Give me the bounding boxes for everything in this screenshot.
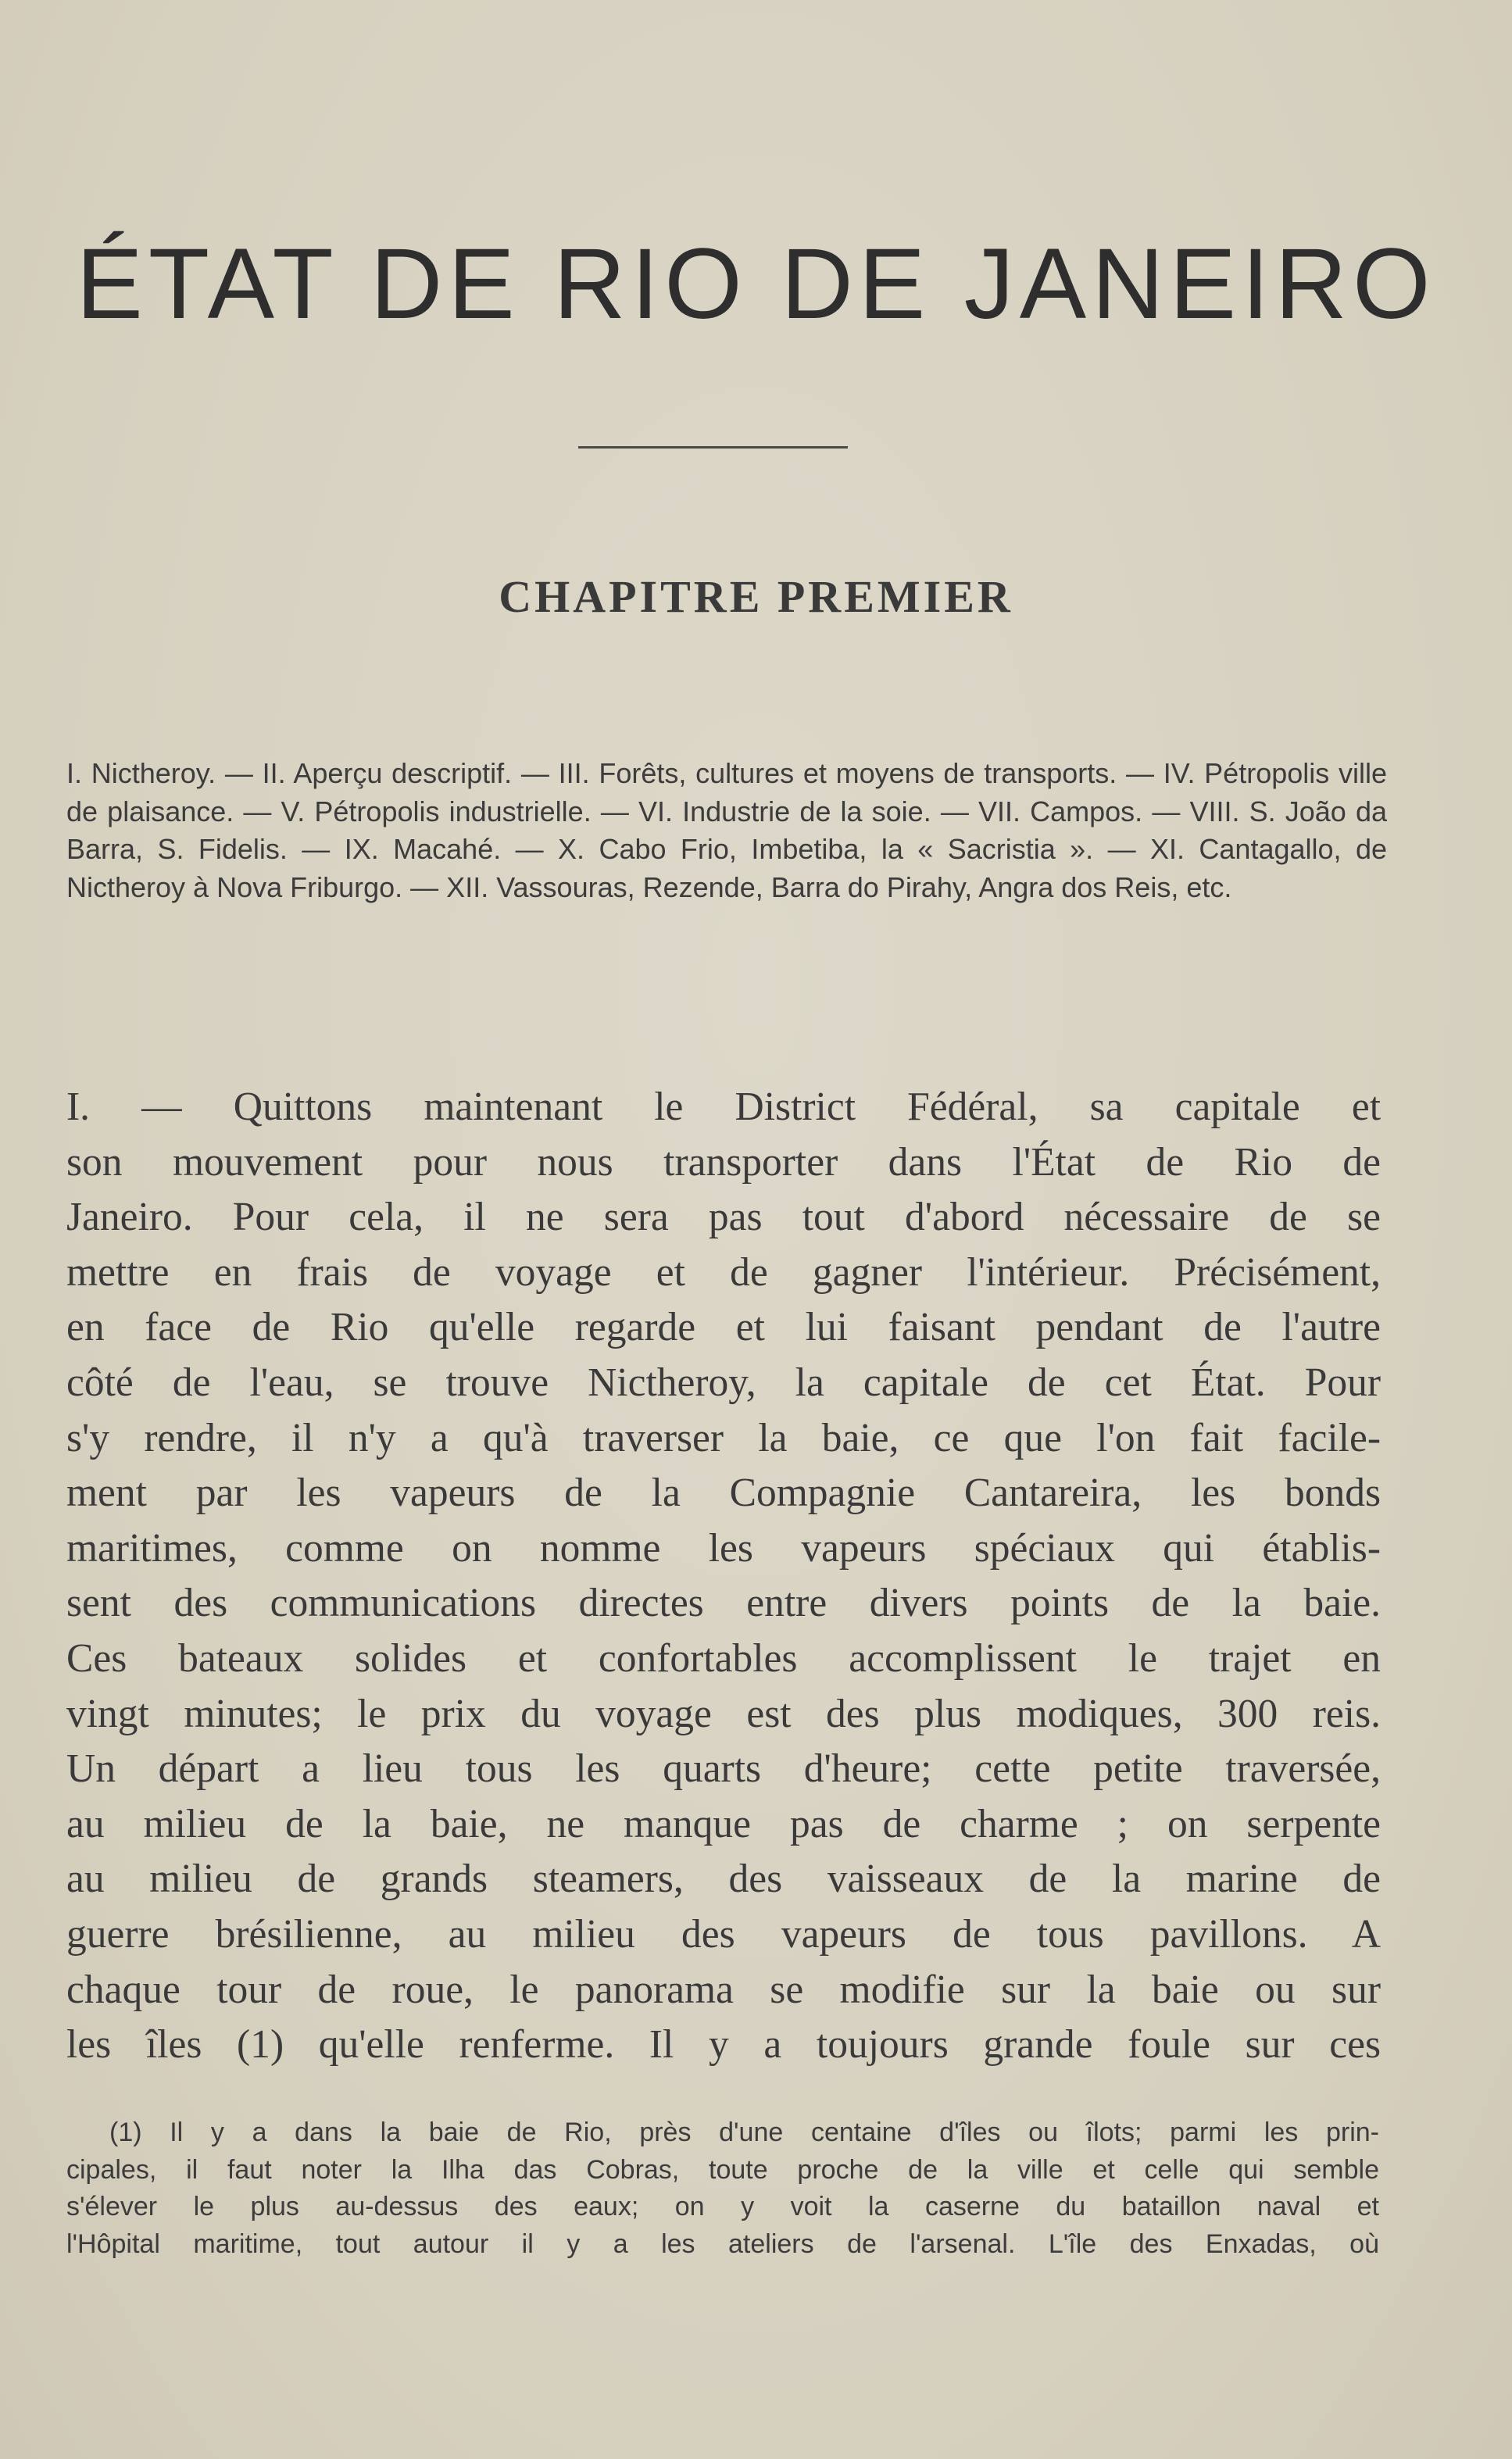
body-line: Janeiro. Pour cela, il ne sera pas tout d'abord nécessaire de se [66,1195,1381,1240]
page-title: ÉTAT DE RIO DE JANEIRO [76,228,1436,340]
body-line: sent des communications directes entre divers points de la baie. [66,1581,1381,1626]
body-line: au milieu de grands steamers, des vaisseaux de la marine de [66,1857,1381,1902]
body-line: Un départ a lieu tous les quarts d'heure; cette petite traversée, [66,1746,1381,1792]
footnote-line: s'élever le plus au-dessus des eaux; on y voit la caserne du bataillon naval et [66,2192,1379,2221]
body-line: mettre en frais de voyage et de gagner l'intérieur. Précisément, [66,1249,1381,1295]
body-line: les îles (1) qu'elle renferme. Il y a toujours grande foule sur ces [66,2022,1381,2068]
body-line: maritimes, comme on nomme les vapeurs spéciaux qui établis- [66,1525,1381,1571]
body-line: Ces bateaux solides et confortables accomplissent le trajet en [66,1635,1381,1681]
footnote-line: l'Hôpital maritime, tout autour il y a les ateliers de l'arsenal. L'île des Enxadas, où [66,2228,1379,2259]
title-divider [578,446,848,449]
body-line: côté de l'eau, se trouve Nictheroy, la capitale de cet État. Pour [66,1360,1381,1405]
body-line: s'y rendre, il n'y a qu'à traverser la baie, ce que l'on fait facile- [66,1415,1381,1460]
footnote-line: (1) Il y a dans la baie de Rio, près d'une centaine d'îles ou îlots; parmi les prin- [109,2118,1379,2147]
footnote-line: cipales, il faut noter la Ilha das Cobras, toute proche de la ville et celle qui semble [66,2154,1379,2185]
body-text [66,1080,1381,2073]
chapter-heading: CHAPITRE PREMIER [499,571,1013,622]
body-line: vingt minutes; le prix du voyage est des plus modiques, 300 reis. [66,1691,1381,1736]
body-line: en face de Rio qu'elle regarde et lui faisant pendant de l'autre [66,1305,1381,1350]
body-line: au milieu de la baie, ne manque pas de charme ; on serpente [66,1801,1381,1846]
body-line: guerre brésilienne, au milieu des vapeurs de tous pavillons. A [66,1911,1381,1957]
chapter-summary: I. Nictheroy. — II. Aperçu descriptif. — III. Forêts, cultures et moyens de transports. — IV. Pétropolis ville de plaisance. — V. Pétropolis industrielle. — VI. Industrie de la soie. — VII. Campos. — VIII. S. João da Barra, S. Fidelis. — IX. Macahé. — X. Cabo Frio, Imbetiba, la « Sacristia ». — XI. Cantagallo, de Nictheroy à Nova Friburgo. — XII. Vassouras, Rezende, Barra do Pirahy, Angra dos Reis, etc. [66,757,1387,903]
body-line: ment par les vapeurs de la Compagnie Cantareira, les bonds [66,1471,1381,1516]
body-line: son mouvement pour nous transporter dans l'État de Rio de [66,1139,1381,1185]
body-line: chaque tour de roue, le panorama se modifie sur la baie ou sur [66,1967,1381,2012]
footnote [66,2114,1379,2263]
body-line: I. — Quittons maintenant le District Fédéral, sa capitale et [66,1085,1381,1129]
